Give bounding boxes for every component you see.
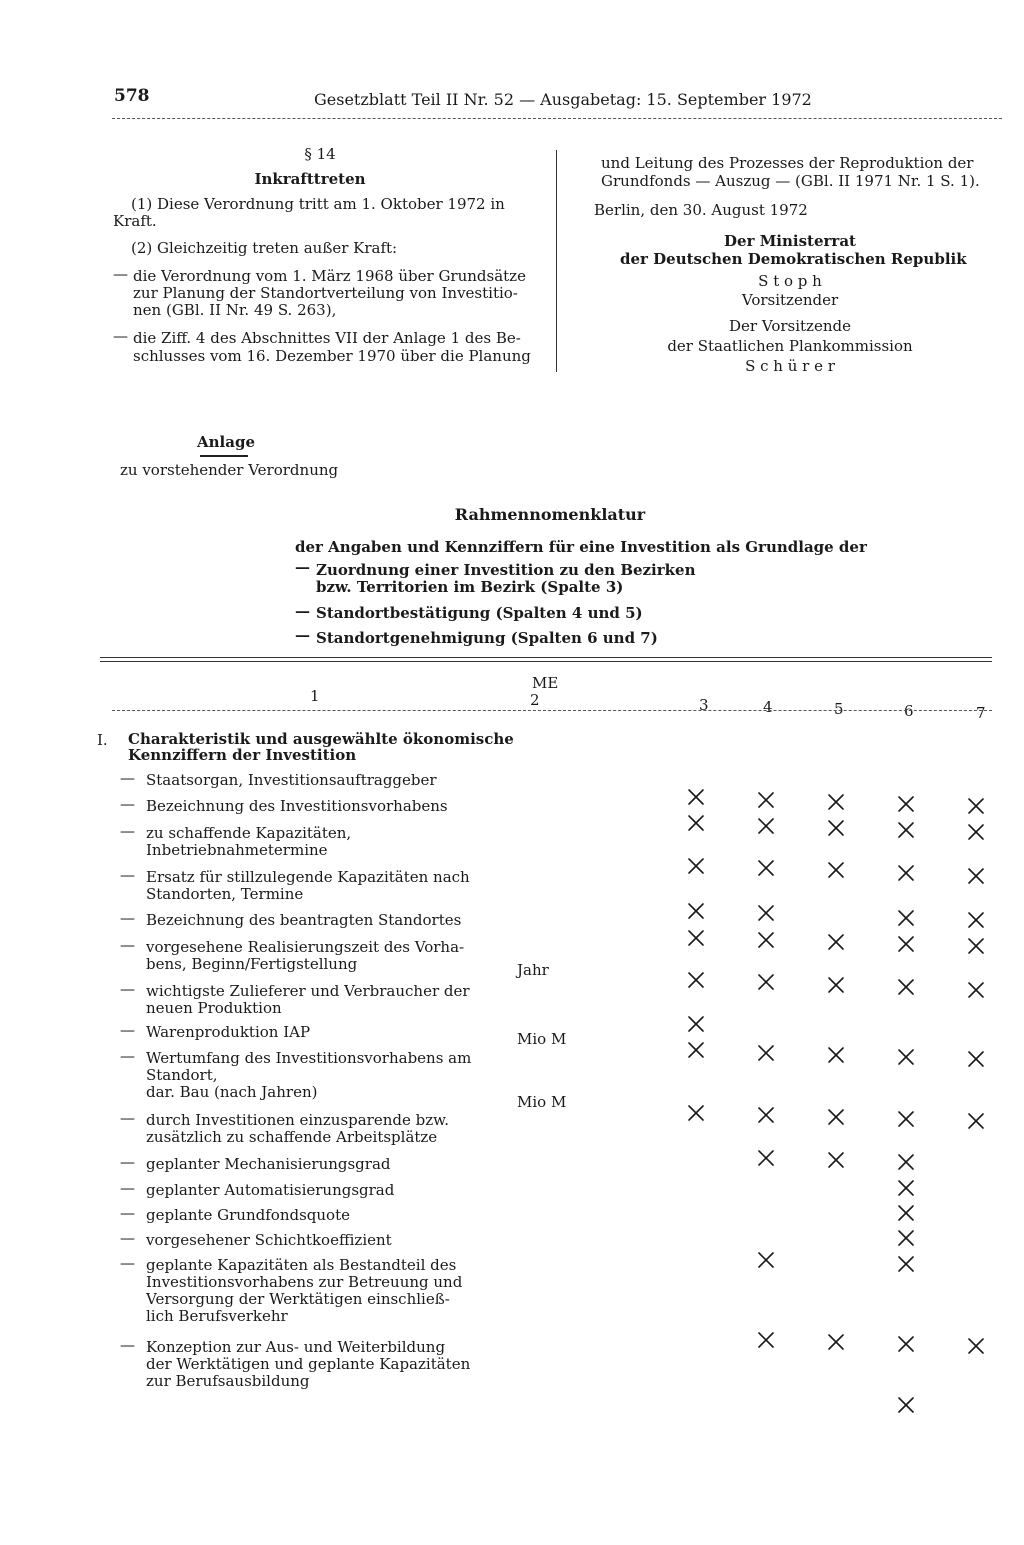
list-dash: — <box>113 265 128 283</box>
cross-mark-icon <box>897 978 915 996</box>
table-row-text: lich Berufsverkehr <box>146 1307 288 1325</box>
cross-mark-icon <box>827 793 845 811</box>
table-row-text: Versorgung der Werktätigen einschließ- <box>146 1290 450 1308</box>
table-row-text: Bezeichnung des beantragten Standortes <box>146 911 462 929</box>
cross-mark-icon <box>967 797 985 815</box>
cross-mark-icon <box>757 1044 775 1062</box>
table-row-text: vorgesehene Realisierungszeit des Vorha- <box>146 938 465 956</box>
table-row-text: zur Berufsausbildung <box>146 1372 310 1390</box>
cross-mark-icon <box>687 971 705 989</box>
table-row-text: Staatsorgan, Investitionsauftraggeber <box>146 771 437 789</box>
cross-mark-icon <box>967 1337 985 1355</box>
signatory-role-2-line-2: der Staatlichen Plankommission <box>667 337 913 355</box>
cross-mark-icon <box>967 823 985 841</box>
anlage-heading: Anlage <box>197 433 255 451</box>
signatory-name-1: S t o p h <box>758 272 822 290</box>
list-dash: — <box>120 769 135 787</box>
table-row-unit: Mio M <box>517 1030 567 1048</box>
paragraph-2: (2) Gleichzeitig treten außer Kraft: <box>131 239 398 257</box>
table-row-text: wichtigste Zulieferer und Verbraucher der <box>146 982 470 1000</box>
table-row-text: Inbetriebnahmetermine <box>146 841 328 859</box>
cross-mark-icon <box>967 1050 985 1068</box>
page-header-title: Gesetzblatt Teil II Nr. 52 — Ausgabetag: 15. September 1972 <box>314 90 812 109</box>
paragraph-1-line-2: Kraft. <box>113 212 157 230</box>
cross-mark-icon <box>757 1331 775 1349</box>
signatory-name-2: S c h ü r e r <box>745 357 835 375</box>
signature-body-line-1: Der Ministerrat <box>724 232 856 250</box>
table-row-text: neuen Produktion <box>146 999 282 1017</box>
cross-mark-icon <box>967 981 985 999</box>
table-row-text: Warenproduktion IAP <box>146 1023 311 1041</box>
anlage-underline <box>200 455 248 457</box>
signatory-role-2-line-1: Der Vorsitzende <box>729 317 851 335</box>
column-header-3: 3 <box>699 696 709 714</box>
list-dash: — <box>120 1109 135 1127</box>
list-dash: — <box>120 1047 135 1065</box>
cross-mark-icon <box>687 902 705 920</box>
cross-mark-icon <box>827 976 845 994</box>
cross-mark-icon <box>757 1251 775 1269</box>
signatory-role-1: Vorsitzender <box>741 291 839 309</box>
section-symbol: § 14 <box>304 145 336 163</box>
list-dash: — <box>120 909 135 927</box>
list-dash: — <box>295 602 310 620</box>
cross-mark-icon <box>757 859 775 877</box>
table-row-text: zusätzlich zu schaffende Arbeitsplätze <box>146 1128 438 1146</box>
cross-mark-icon <box>827 1046 845 1064</box>
section-heading: Inkrafttreten <box>254 170 366 188</box>
continuation-line-1: und Leitung des Prozesses der Reproduktion der <box>601 154 974 172</box>
table-row-text: bens, Beginn/Fertigstellung <box>146 955 358 973</box>
table-row-text: geplanter Automatisierungsgrad <box>146 1181 395 1199</box>
table-row-unit: Jahr <box>517 961 549 979</box>
cross-mark-icon <box>827 1333 845 1351</box>
column-divider <box>556 150 557 372</box>
list-dash: — <box>120 1204 135 1222</box>
cross-mark-icon <box>897 1110 915 1128</box>
table-row-text: geplante Grundfondsquote <box>146 1206 350 1224</box>
table-row-text: Standort, <box>146 1066 218 1084</box>
rahmen-bullet-3: Standortgenehmigung (Spalten 6 und 7) <box>316 629 658 647</box>
cross-mark-icon <box>897 1048 915 1066</box>
signature-body-line-2: der Deutschen Demokratischen Republik <box>620 250 967 268</box>
table-row-text: zu schaffende Kapazitäten, <box>146 824 352 842</box>
cross-mark-icon <box>687 1015 705 1033</box>
cross-mark-icon <box>897 935 915 953</box>
list-item-1-line-2: zur Planung der Standortverteilung von Investitio- <box>133 284 518 302</box>
rahmen-title: Rahmennomenklatur <box>454 505 646 524</box>
rahmen-intro: der Angaben und Kennziffern für eine Investition als Grundlage der <box>295 538 867 556</box>
cross-mark-icon <box>757 791 775 809</box>
cross-mark-icon <box>687 788 705 806</box>
cross-mark-icon <box>897 1204 915 1222</box>
header-rule <box>112 118 1002 119</box>
cross-mark-icon <box>967 937 985 955</box>
list-dash: — <box>295 626 310 644</box>
cross-mark-icon <box>897 909 915 927</box>
list-dash: — <box>120 936 135 954</box>
column-header-4: 4 <box>763 698 773 716</box>
rahmen-bullet-1-line-2: bzw. Territorien im Bezirk (Spalte 3) <box>316 578 624 596</box>
table-row-text: vorgesehener Schichtkoeffizient <box>146 1231 392 1249</box>
cross-mark-icon <box>757 1149 775 1167</box>
anlage-subtitle: zu vorstehender Verordnung <box>120 461 339 479</box>
cross-mark-icon <box>897 1396 915 1414</box>
cross-mark-icon <box>687 1104 705 1122</box>
continuation-line-2: Grundfonds — Auszug — (GBl. II 1971 Nr. 1 S. 1). <box>601 172 980 190</box>
list-dash: — <box>120 795 135 813</box>
table-row-text: Investitionsvorhabens zur Betreuung und <box>146 1273 463 1291</box>
list-dash: — <box>120 1021 135 1039</box>
column-header-2: 2 <box>530 691 540 709</box>
list-dash: — <box>120 1336 135 1354</box>
cross-mark-icon <box>827 819 845 837</box>
cross-mark-icon <box>757 1106 775 1124</box>
cross-mark-icon <box>757 931 775 949</box>
cross-mark-icon <box>897 1179 915 1197</box>
section-title-line-1: Charakteristik und ausgewählte ökonomische <box>128 730 514 748</box>
list-dash: — <box>120 1179 135 1197</box>
table-row-text: Ersatz für stillzulegende Kapazitäten nach <box>146 868 470 886</box>
list-dash: — <box>120 866 135 884</box>
column-header-5: 5 <box>834 700 844 718</box>
table-row-unit: Mio M <box>517 1093 567 1111</box>
cross-mark-icon <box>967 867 985 885</box>
cross-mark-icon <box>827 1151 845 1169</box>
list-dash: — <box>120 1153 135 1171</box>
cross-mark-icon <box>827 1108 845 1126</box>
list-item-2-line-1: die Ziff. 4 des Abschnittes VII der Anlage 1 des Be- <box>133 329 521 347</box>
table-row-text: Wertumfang des Investitionsvorhabens am <box>146 1049 472 1067</box>
list-item-2-line-2: schlusses vom 16. Dezember 1970 über die Planung <box>133 347 531 365</box>
list-dash: — <box>120 980 135 998</box>
cross-mark-icon <box>897 1153 915 1171</box>
cross-mark-icon <box>967 1112 985 1130</box>
paragraph-1-line-1: (1) Diese Verordnung tritt am 1. Oktober 1972 in <box>131 195 505 213</box>
table-top-rule-2 <box>100 661 992 662</box>
list-dash: — <box>120 822 135 840</box>
cross-mark-icon <box>687 1041 705 1059</box>
table-row-text: Bezeichnung des Investitionsvorhabens <box>146 797 448 815</box>
cross-mark-icon <box>757 817 775 835</box>
table-top-rule <box>100 657 992 658</box>
column-header-me-label: ME <box>532 674 559 692</box>
cross-mark-icon <box>827 861 845 879</box>
table-row-text: durch Investitionen einzusparende bzw. <box>146 1111 449 1129</box>
cross-mark-icon <box>897 864 915 882</box>
cross-mark-icon <box>897 1335 915 1353</box>
cross-mark-icon <box>687 814 705 832</box>
cross-mark-icon <box>897 1229 915 1247</box>
table-header-rule <box>112 710 992 711</box>
rahmen-bullet-2: Standortbestätigung (Spalten 4 und 5) <box>316 604 643 622</box>
list-dash: — <box>120 1229 135 1247</box>
cross-mark-icon <box>967 911 985 929</box>
cross-mark-icon <box>897 795 915 813</box>
cross-mark-icon <box>827 933 845 951</box>
table-row-text: geplanter Mechanisierungsgrad <box>146 1155 391 1173</box>
list-dash: — <box>295 558 310 576</box>
table-row-text: dar. Bau (nach Jahren) <box>146 1083 318 1101</box>
column-header-6: 6 <box>904 702 914 720</box>
list-item-1-line-1: die Verordnung vom 1. März 1968 über Grundsätze <box>133 267 526 285</box>
cross-mark-icon <box>687 929 705 947</box>
column-header-1: 1 <box>310 687 320 705</box>
date-line: Berlin, den 30. August 1972 <box>594 201 808 219</box>
page-number: 578 <box>114 86 150 106</box>
table-row-text: Standorten, Termine <box>146 885 304 903</box>
section-title-line-2: Kennziffern der Investition <box>128 746 357 764</box>
rahmen-bullet-1-line-1: Zuordnung einer Investition zu den Bezirken <box>316 561 696 579</box>
list-item-1-line-3: nen (GBl. II Nr. 49 S. 263), <box>133 301 337 319</box>
cross-mark-icon <box>897 1255 915 1273</box>
cross-mark-icon <box>687 857 705 875</box>
cross-mark-icon <box>757 904 775 922</box>
table-row-text: Konzeption zur Aus- und Weiterbildung <box>146 1338 446 1356</box>
table-row-text: der Werktätigen und geplante Kapazitäten <box>146 1355 471 1373</box>
section-number: I. <box>97 731 108 749</box>
cross-mark-icon <box>757 973 775 991</box>
list-dash: — <box>113 327 128 345</box>
table-row-text: geplante Kapazitäten als Bestandteil des <box>146 1256 457 1274</box>
list-dash: — <box>120 1254 135 1272</box>
cross-mark-icon <box>897 821 915 839</box>
column-header-7: 7 <box>976 704 986 722</box>
